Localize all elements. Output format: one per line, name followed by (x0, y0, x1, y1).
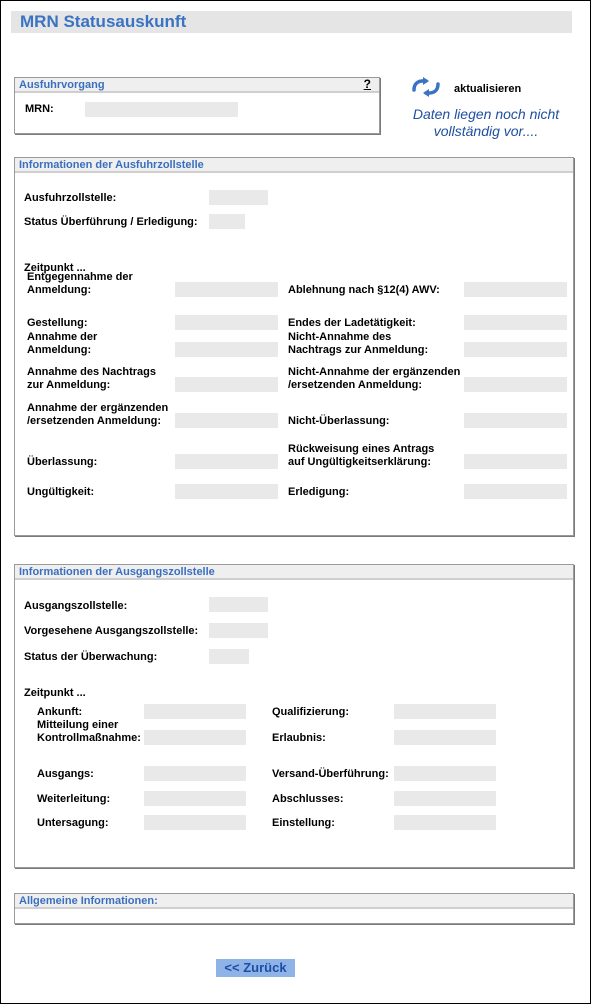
zeitpunkt-label: Zeitpunkt ... (24, 262, 86, 274)
status-ueberfuehrung-field (209, 214, 245, 229)
zeitpunkt-ausgangs-label: Ausgangs: (37, 768, 94, 780)
zeitpunkt-erledigung-field (464, 484, 567, 499)
zeitpunkt-annahme-der-ergänzenden-field (175, 413, 278, 428)
help-icon[interactable]: ? (363, 77, 371, 91)
ausgangszollstelle-heading: Informationen der Ausgangszollstelle (15, 565, 573, 580)
zeitpunkt-endes-der-ladetätigkeit-field (464, 315, 567, 330)
zeitpunkt-ankunft-label: Ankunft: (37, 706, 83, 718)
zeitpunkt-erlaubnis-field (394, 730, 496, 745)
ausgangszollstelle-panel (14, 564, 574, 868)
zeitpunkt-gestellung-field (175, 315, 278, 330)
zeitpunkt-rückweisung-eines-antrags-field (464, 454, 567, 469)
zeitpunkt-qualifizierung-field (394, 704, 496, 719)
zeitpunkt-nicht-annahme-der-ergänzenden-label: Nicht-Annahme der ergänzenden /ersetzenden Anmeldung: (288, 366, 461, 391)
zeitpunkt-label: Zeitpunkt ... (24, 687, 86, 699)
zeitpunkt-qualifizierung-label: Qualifizierung: (272, 706, 349, 718)
allgemeine-informationen-heading: Allgemeine Informationen: (15, 894, 573, 909)
title-bar (11, 11, 572, 33)
zeitpunkt-abschlusses-label: Abschlusses: (272, 793, 344, 805)
zeitpunkt-weiterleitung-label: Weiterleitung: (37, 793, 111, 805)
vorgesehene-ausgangszollstelle-label: Vorgesehene Ausgangszollstelle: (24, 625, 199, 637)
zeitpunkt-nicht-überlassung-label: Nicht-Überlassung: (288, 415, 390, 427)
zeitpunkt-untersagung-label: Untersagung: (37, 817, 109, 829)
zeitpunkt-ablehnung-nach-12-4-awv-field (464, 282, 567, 297)
zeitpunkt-einstellung-field (394, 815, 496, 830)
mrn-label: MRN: (25, 103, 54, 115)
status-message: Daten liegen noch nicht vollständig vor.... (412, 106, 560, 139)
status-ueberwachung-label: Status der Überwachung: (24, 651, 158, 663)
zeitpunkt-entgegennahme-der-field (175, 282, 278, 297)
ausgangszollstelle-label: Ausgangszollstelle: (24, 600, 128, 612)
zeitpunkt-endes-der-ladetätigkeit-label: Endes der Ladetätigkeit: (288, 317, 416, 329)
zeitpunkt-erlaubnis-label: Erlaubnis: (272, 732, 326, 744)
zeitpunkt-erledigung-label: Erledigung: (288, 486, 350, 498)
allgemeine-informationen-panel (14, 893, 574, 924)
ausfuhrzollstelle-field (209, 190, 268, 205)
zeitpunkt-nicht-annahme-des-field (464, 342, 567, 357)
zeitpunkt-mitteilung-einer-field (144, 730, 246, 745)
zeitpunkt-versand-überführung-field (394, 766, 496, 781)
zeitpunkt-nicht-annahme-des-label: Nicht-Annahme des Nachtrags zur Anmeldung: (288, 331, 429, 356)
ausfuhrzollstelle-heading: Informationen der Ausfuhrzollstelle (15, 158, 573, 173)
zeitpunkt-weiterleitung-field (144, 791, 246, 806)
zeitpunkt-überlassung-field (175, 454, 278, 469)
zeitpunkt-ungültigkeit-label: Ungültigkeit: (27, 486, 95, 498)
zeitpunkt-rückweisung-eines-antrags-label: Rückweisung eines Antrags auf Ungültigkeitserklärung: (288, 443, 435, 468)
zeitpunkt-nicht-annahme-der-ergänzenden-field (464, 377, 567, 392)
zeitpunkt-abschlusses-field (394, 791, 496, 806)
ausfuhrzollstelle-label: Ausfuhrzollstelle: (24, 192, 117, 204)
zeitpunkt-gestellung-label: Gestellung: (27, 317, 88, 329)
zeitpunkt-mitteilung-einer-label: Mitteilung einer Kontrollmaßnahme: (37, 719, 141, 744)
back-button[interactable]: << Zurück (216, 959, 295, 977)
zeitpunkt-annahme-des-nachtrags-field (175, 377, 278, 392)
zeitpunkt-ausgangs-field (144, 766, 246, 781)
zeitpunkt-versand-überführung-label: Versand-Überführung: (272, 768, 389, 780)
ausgangszollstelle-field (209, 597, 268, 612)
page-title: MRN Statusauskunft (20, 12, 187, 31)
status-ueberwachung-field (209, 649, 249, 664)
zeitpunkt-annahme-der-label: Annahme der Anmeldung: (27, 331, 98, 356)
zeitpunkt-nicht-überlassung-field (464, 413, 567, 428)
zeitpunkt-annahme-der-field (175, 342, 278, 357)
zeitpunkt-entgegennahme-der-label: Entgegennahme der Anmeldung: (27, 271, 133, 296)
zeitpunkt-ankunft-field (144, 704, 246, 719)
ausfuhrvorgang-heading: Ausfuhrvorgang ? (15, 78, 379, 93)
vorgesehene-ausgangszollstelle-field (209, 623, 268, 638)
zeitpunkt-einstellung-label: Einstellung: (272, 817, 335, 829)
zeitpunkt-annahme-der-ergänzenden-label: Annahme der ergänzenden /ersetzenden Anmeldung: (27, 402, 169, 427)
zeitpunkt-ungültigkeit-field (175, 484, 278, 499)
ausfuhrzollstelle-panel (14, 157, 574, 536)
refresh-icon[interactable] (410, 76, 442, 98)
status-ueberfuehrung-label: Status Überführung / Erledigung: (24, 216, 198, 228)
zeitpunkt-ablehnung-nach-12-4-awv-label: Ablehnung nach §12(4) AWV: (288, 284, 440, 296)
zeitpunkt-annahme-des-nachtrags-label: Annahme des Nachtrags zur Anmeldung: (27, 366, 156, 391)
zeitpunkt-überlassung-label: Überlassung: (27, 456, 98, 468)
ausfuhrvorgang-panel (14, 77, 380, 134)
zeitpunkt-untersagung-field (144, 815, 246, 830)
refresh-link[interactable]: aktualisieren (454, 83, 522, 95)
mrn-field (85, 102, 238, 117)
